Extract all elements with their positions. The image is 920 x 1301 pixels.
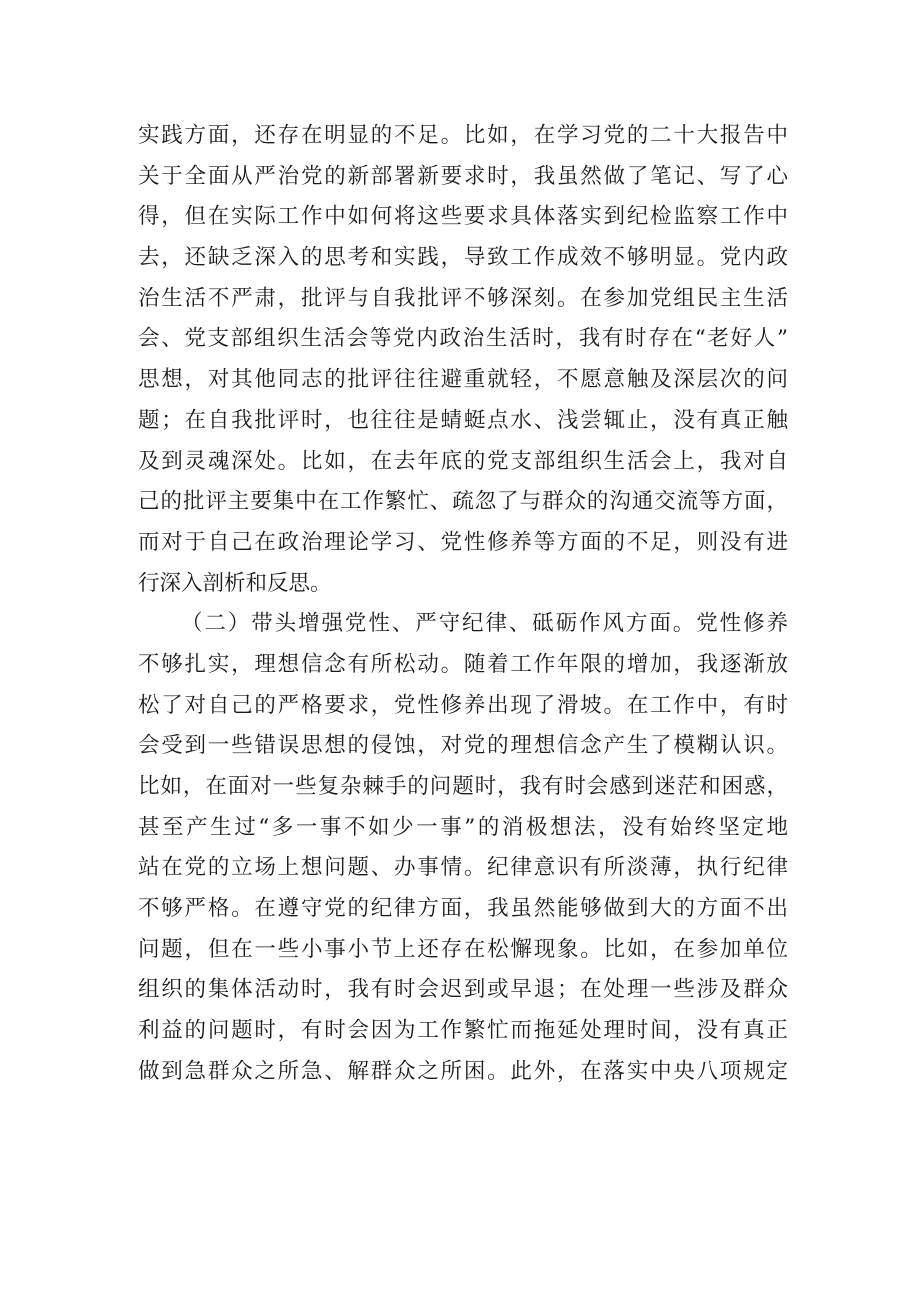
- text-line: 而对于自己在政治理论学习、党性修养等方面的不足，则没有进: [138, 529, 788, 555]
- text-line: 组织的集体活动时，我有时会迟到或早退；在处理一些涉及群众: [138, 977, 788, 1003]
- text-line: 站在党的立场上想问题、办事情。纪律意识有所淡薄，执行纪律: [138, 855, 788, 881]
- text-line: 己的批评主要集中在工作繁忙、疏忽了与群众的沟通交流等方面，: [138, 489, 788, 515]
- text-line: 会、党支部组织生活会等党内政治生活时，我有时存在“老好人”: [138, 326, 788, 352]
- text-line: 松了对自己的严格要求，党性修养出现了滑坡。在工作中，有时: [138, 692, 788, 718]
- text-line: 会受到一些错误思想的侵蚀，对党的理想信念产生了模糊认识。: [138, 733, 788, 759]
- text-line: 治生活不严肃，批评与自我批评不够深刻。在参加党组民主生活: [138, 285, 788, 311]
- text-line: 不够严格。在遵守党的纪律方面，我虽然能够做到大的方面不出: [138, 896, 788, 922]
- paragraph-end-line: 行深入剖析和反思。: [138, 570, 332, 596]
- text-line: 做到急群众之所急、解群众之所困。此外，在落实中央八项规定: [138, 1058, 788, 1084]
- text-line: 问题，但在一些小事小节上还存在松懈现象。比如，在参加单位: [138, 936, 788, 962]
- section-heading-line: （二）带头增强党性、严守纪律、砥砺作风方面。党性修养: [181, 611, 788, 637]
- text-line: 得，但在实际工作中如何将这些要求具体落实到纪检监察工作中: [138, 204, 788, 230]
- text-line: 思想，对其他同志的批评往往避重就轻，不愿意触及深层次的问: [138, 367, 788, 393]
- text-line: 题；在自我批评时，也往往是蜻蜓点水、浅尝辄止，没有真正触: [138, 407, 788, 433]
- text-line: 实践方面，还存在明显的不足。比如，在学习党的二十大报告中: [138, 123, 788, 148]
- text-line: 及到灵魂深处。比如，在去年底的党支部组织生活会上，我对自: [138, 448, 788, 474]
- text-line: 利益的问题时，有时会因为工作繁忙而拖延处理时间，没有真正: [138, 1018, 788, 1044]
- document-body: [138, 116, 788, 1093]
- text-line: 甚至产生过“多一事不如少一事”的消极想法，没有始终坚定地: [138, 814, 788, 840]
- text-line: 不够扎实，理想信念有所松动。随着工作年限的增加，我逐渐放: [138, 651, 788, 677]
- text-line: 去，还缺乏深入的思考和实践，导致工作成效不够明显。党内政: [138, 245, 788, 271]
- text-line: 关于全面从严治党的新部署新要求时，我虽然做了笔记、写了心: [138, 163, 788, 189]
- text-line: 比如，在面对一些复杂棘手的问题时，我有时会感到迷茫和困惑，: [138, 774, 788, 799]
